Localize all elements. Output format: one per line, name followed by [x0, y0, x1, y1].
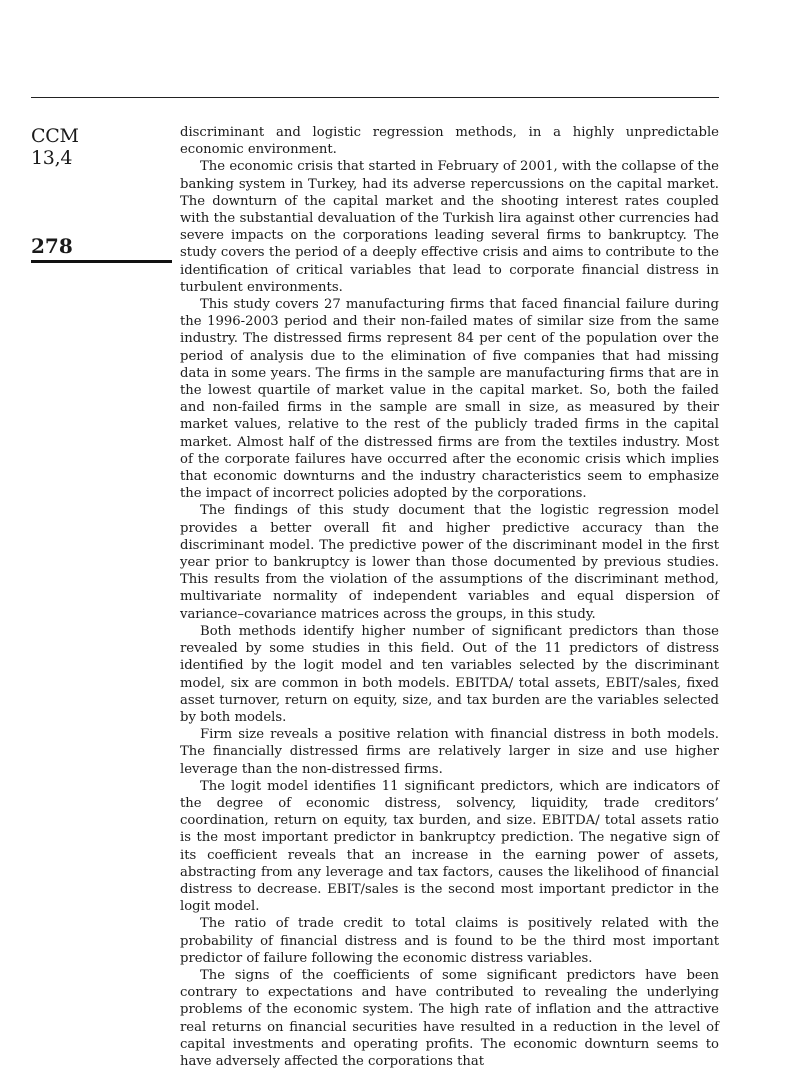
body-text	[180, 124, 719, 1070]
paragraph: Firm size reveals a positive relation with financial distress in both models. The financially distressed firms are relatively larger in size and use higher leverage than the non-distressed firms.	[180, 727, 719, 777]
paragraph: This study covers 27 manufacturing firms that faced financial failure during the 1996-2003 period and their non-failed mates of similar size from the same industry. The distressed firms represent 84 per cent of the population over the period of analysis due to the elimination of five companies that had missing data in some years. The firms in the sample are manufacturing firms that are in the lowest quartile of market value in the capital market. So, both the failed and non-failed firms in the sample are small in size, as measured by their market values, relative to the rest of the publicly traded firms in the capital market. Almost half of the distressed firms are from the textiles industry. Most of the corporate failures have occurred after the economic crisis which implies that economic downturns and the industry characteristics seem to emphasize the impact of incorrect policies adopted by the corporations.	[180, 297, 719, 502]
paragraph: The economic crisis that started in February of 2001, with the collapse of the banking system in Turkey, had its adverse repercussions on the capital market. The downturn of the capital market and the shooting interest rates coupled with the substantial devaluation of the Turkish lira against other currencies had severe impacts on the corporations leading several firms to bankruptcy. The study covers the period of a deeply effective crisis and aims to contribute to the identification of critical variables that lead to corporate financial distress in turbulent environments.	[180, 159, 719, 295]
page-number: 278	[31, 234, 73, 258]
paragraph: The logit model identifies 11 significant predictors, which are indicators of the degree of economic distress, solvency, liquidity, trade creditors’ coordination, return on equity, tax burden, and size. EBITDA/ total assets ratio is the most important predictor in bankruptcy prediction. The negative sign of its coefficient reveals that an increase in the earning power of assets, abstracting from any leverage and tax factors, causes the likelihood of financial distress to decrease. EBIT/sales is the second most important predictor in the logit model.	[180, 778, 719, 915]
header-rule	[31, 97, 719, 98]
journal-abbrev: CCM	[31, 125, 79, 147]
paragraph: discriminant and logistic regression methods, in a highly unpredictable economic environment.	[180, 125, 719, 158]
volume-issue: 13,4	[31, 147, 73, 169]
paragraph: The signs of the coefficients of some significant predictors have been contrary to expectations and have contributed to revealing the underlying problems of the economic system. The high rate of inflation and the attractive real returns on financial securities have resulted in a reduction in the level of capital investments and operating profits. The economic downturn seems to have adversely affected the corporations that	[180, 967, 719, 1069]
journal-info	[31, 125, 79, 169]
paragraph: The findings of this study document that the logistic regression model provides a better overall fit and higher predictive accuracy than the discriminant model. The predictive power of the discriminant model in the first year prior to bankruptcy is lower than those documented by previous studies. This results from the violation of the assumptions of the discriminant method, multivariate normality of independent variables and equal dispersion of variance–covariance matrices across the groups, in this study.	[180, 503, 719, 622]
page-number-rule	[31, 260, 172, 263]
paragraph: Both methods identify higher number of significant predictors than those revealed by some studies in this field. Out of the 11 predictors of distress identified by the logit model and ten variables selected by the discriminant model, six are common in both models. EBITDA/ total assets, EBIT/sales, fixed asset turnover, return on equity, size, and tax burden are the variables selected by both models.	[180, 623, 719, 725]
paragraph: The ratio of trade credit to total claims is positively related with the probability of financial distress and is found to be the third most important predictor of failure following the economic distress variables.	[180, 916, 719, 966]
